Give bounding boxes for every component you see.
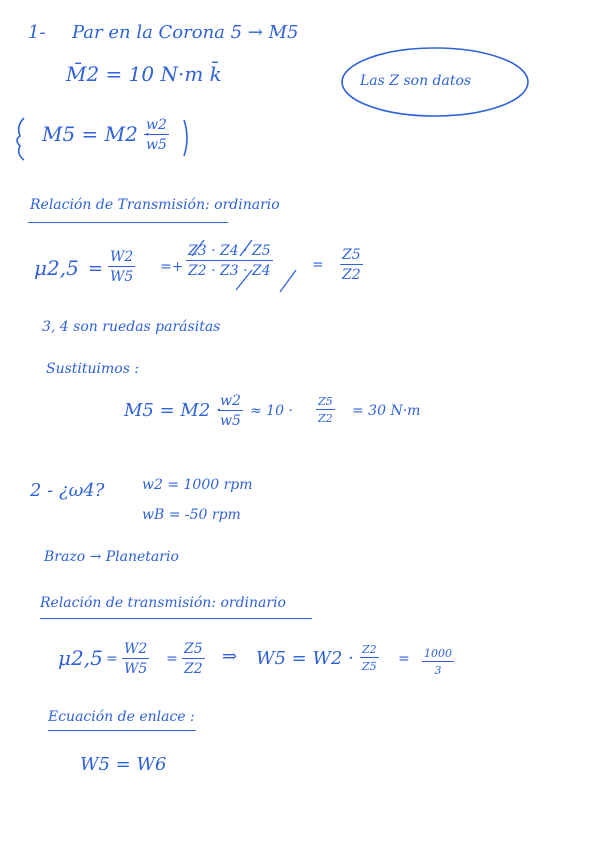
fraction-denominator: Z5	[362, 660, 377, 673]
chain-sign: =+	[160, 259, 184, 275]
approx-ten: ≈ 10 ·	[250, 403, 293, 419]
implies-arrow: ⇒	[222, 646, 238, 667]
z5-z2-fraction	[340, 248, 363, 282]
fraction-numerator: Z3 · Z4 · Z5	[188, 243, 271, 259]
fraction-denominator: Z2	[318, 412, 333, 425]
mu-symbol-1: μ2,5	[34, 256, 79, 280]
heading-underline-3	[48, 730, 196, 731]
equals-2: =	[166, 651, 178, 667]
w5-w6-equation: W5 = W6	[80, 754, 167, 775]
m5-calc-w-fraction	[218, 394, 243, 428]
fraction-numerator: Z5	[184, 641, 203, 657]
w2-value: w2 = 1000 rpm	[142, 477, 253, 493]
section-1-title: Par en la Corona 5 → M5	[72, 22, 299, 43]
note-text: Las Z son datos	[360, 73, 472, 89]
z2-z5-fraction	[360, 644, 379, 672]
m5-eq-left: M5 = M2 ·	[42, 122, 151, 146]
ratio-heading-1: Relación de Transmisión: ordinario	[30, 197, 280, 213]
m5-calc-z-fraction	[316, 396, 335, 424]
fraction-numerator: w2	[146, 117, 167, 133]
given-torque: M̄2 = 10 N·m k̄	[66, 62, 222, 86]
fraction-numerator: W2	[110, 249, 134, 265]
ratio-heading-2: Relación de transmisión: ordinario	[40, 595, 286, 611]
fraction-numerator: W2	[124, 641, 148, 657]
enlace-heading: Ecuación de enlace :	[48, 709, 195, 725]
equals-2: =	[312, 257, 324, 273]
fraction-denominator: W5	[110, 269, 134, 285]
fraction-numerator: w2	[220, 393, 241, 409]
fraction-denominator: Z2	[342, 267, 361, 283]
fraction-numerator: 1000	[424, 647, 452, 660]
result-fraction	[422, 648, 454, 676]
fraction-numerator: Z2	[362, 643, 377, 656]
mu-symbol-2: μ2,5	[58, 646, 103, 670]
substitute-label: Sustituimos :	[46, 361, 140, 377]
section-2-question: 2 - ¿ω4?	[30, 480, 105, 501]
w-fraction-2	[122, 642, 149, 676]
fraction-denominator: w5	[220, 413, 241, 429]
fraction-numerator: Z5	[318, 395, 333, 408]
fraction-denominator: Z2 · Z3 · Z4	[188, 263, 271, 279]
z-fraction-2	[182, 642, 205, 676]
brazo-planetario: Brazo → Planetario	[44, 549, 179, 565]
w5-eq: W5 = W2 ·	[256, 648, 354, 669]
m5-result: = 30 N·m	[352, 403, 421, 419]
wb-value: wB = -50 rpm	[142, 507, 241, 523]
equals-3: =	[398, 651, 410, 667]
section-1-number: 1-	[28, 22, 46, 43]
fraction-denominator: W5	[124, 661, 148, 677]
fraction-numerator: Z5	[342, 247, 361, 263]
equals: =	[88, 258, 104, 279]
fraction-denominator: Z2	[184, 661, 203, 677]
parasitic-note: 3, 4 son ruedas parásitas	[42, 319, 221, 335]
fraction-denominator: w5	[146, 137, 167, 153]
fraction-denominator: 3	[434, 664, 442, 677]
equals: =	[106, 651, 118, 667]
m5-calc-left: M5 = M2 ·	[124, 400, 222, 421]
heading-underline-2	[40, 618, 312, 619]
